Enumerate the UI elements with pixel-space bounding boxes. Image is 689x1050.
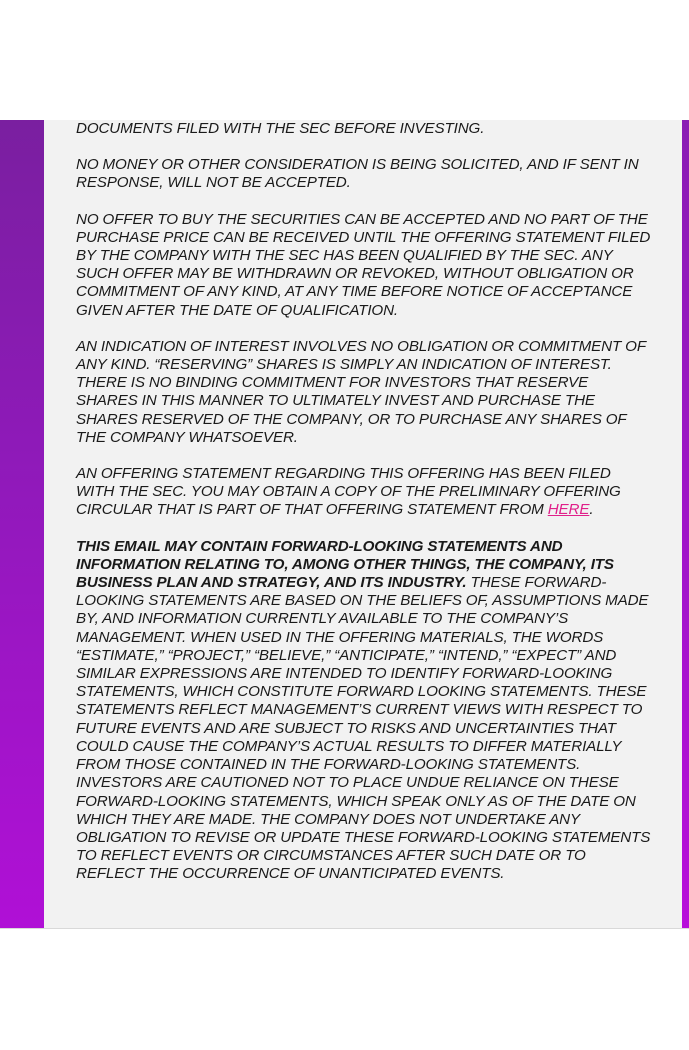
viewport-bottom-divider bbox=[0, 928, 689, 929]
disclaimer-paragraph-documents: DOCUMENTS FILED WITH THE SEC BEFORE INVESTING. bbox=[76, 120, 485, 137]
forward-looking-body: THESE FORWARD-LOOKING STATEMENTS ARE BASED ON THE BELIEFS OF, ASSUMPTIONS MADE BY, AND INFORMATION CURRENTLY AVAILABLE TO THE COMPANY’S MANAGEMENT. WHEN USED IN THE OFFERING MATERIALS, THE WORDS “ESTIMATE,” “PROJECT,” “BELIEVE,” “ANTICIPATE,” “INTEND,” “EXPECT” AND SIMILAR EXPRESSIONS ARE INTENDED TO IDENTIFY FORWARD-LOOKING STATEMENTS, WHICH CONSTITUTE FORWARD LOOKING STATEMENTS. THESE STATEMENTS REFLECT MANAGEMENT’S CURRENT VIEWS WITH RESPECT TO FUTURE EVENTS AND ARE SUBJECT TO RISKS AND UNCERTAINTIES THAT COULD CAUSE THE COMPANY’S ACTUAL RESULTS TO DIFFER MATERIALLY FROM THOSE CONTAINED IN THE FORWARD-LOOKING STATEMENTS. INVESTORS ARE CAUTIONED NOT TO PLACE UNDUE RELIANCE ON THESE FORWARD-LOOKING STATEMENTS, WHICH SPEAK ONLY AS OF THE DATE ON WHICH THEY ARE MADE. THE COMPANY DOES NOT UNDERTAKE ANY OBLIGATION TO REVISE OR UPDATE THESE FORWARD-LOOKING STATEMENTS TO REFLECT EVENTS OR CIRCUMSTANCES AFTER SUCH DATE OR TO REFLECT THE OCCURRENCE OF UNANTICIPATED EVENTS. bbox=[76, 574, 651, 883]
email-viewport bbox=[0, 120, 689, 928]
disclaimer-paragraph-indication-of-interest: AN INDICATION OF INTEREST INVOLVES NO OBLIGATION OR COMMITMENT OF ANY KIND. “RESERVING” SHARES IS SIMPLY AN INDICATION OF INTEREST. THERE IS NO BINDING COMMITMENT FOR INVESTORS THAT RESERVE SHARES IN THIS MANNER TO ULTIMATELY INVEST AND PURCHASE THE SHARES RESERVED OF THE COMPANY, OR TO PURCHASE ANY SHARES OF THE COMPANY WHATSOEVER. bbox=[76, 337, 646, 446]
disclaimer-text bbox=[76, 120, 652, 902]
disclaimer-paragraph-forward-looking bbox=[76, 538, 652, 884]
offering-statement-text: AN OFFERING STATEMENT REGARDING THIS OFFERING HAS BEEN FILED WITH THE SEC. YOU MAY OBTAIN A COPY OF THE PRELIMINARY OFFERING CIRCULAR THAT IS PART OF THAT OFFERING STATEMENT FROM bbox=[76, 465, 621, 519]
disclaimer-paragraph-no-money: NO MONEY OR OTHER CONSIDERATION IS BEING SOLICITED, AND IF SENT IN RESPONSE, WILL NOT BE ACCEPTED. bbox=[76, 156, 639, 192]
left-gradient-border bbox=[0, 120, 44, 928]
disclaimer-paragraph-offering-statement bbox=[76, 465, 652, 520]
offering-circular-link[interactable]: HERE bbox=[547, 501, 590, 519]
email-body-panel[interactable] bbox=[44, 120, 682, 928]
offering-statement-period: . bbox=[589, 501, 594, 519]
disclaimer-paragraph-no-offer: NO OFFER TO BUY THE SECURITIES CAN BE ACCEPTED AND NO PART OF THE PURCHASE PRICE CAN BE RECEIVED UNTIL THE OFFERING STATEMENT FILED BY THE COMPANY WITH THE SEC HAS BEEN QUALIFIED BY THE SEC. ANY SUCH OFFER MAY BE WITHDRAWN OR REVOKED, WITHOUT OBLIGATION OR COMMITMENT OF ANY KIND, AT ANY TIME BEFORE NOTICE OF ACCEPTANCE GIVEN AFTER THE DATE OF QUALIFICATION. bbox=[76, 210, 651, 319]
right-gradient-border bbox=[682, 120, 689, 928]
forward-looking-heading: THIS EMAIL MAY CONTAIN FORWARD-LOOKING STATEMENTS AND INFORMATION RELATING TO, AMONG OTHER THINGS, THE COMPANY, ITS BUSINESS PLAN AND STRATEGY, AND ITS INDUSTRY. bbox=[76, 537, 614, 592]
